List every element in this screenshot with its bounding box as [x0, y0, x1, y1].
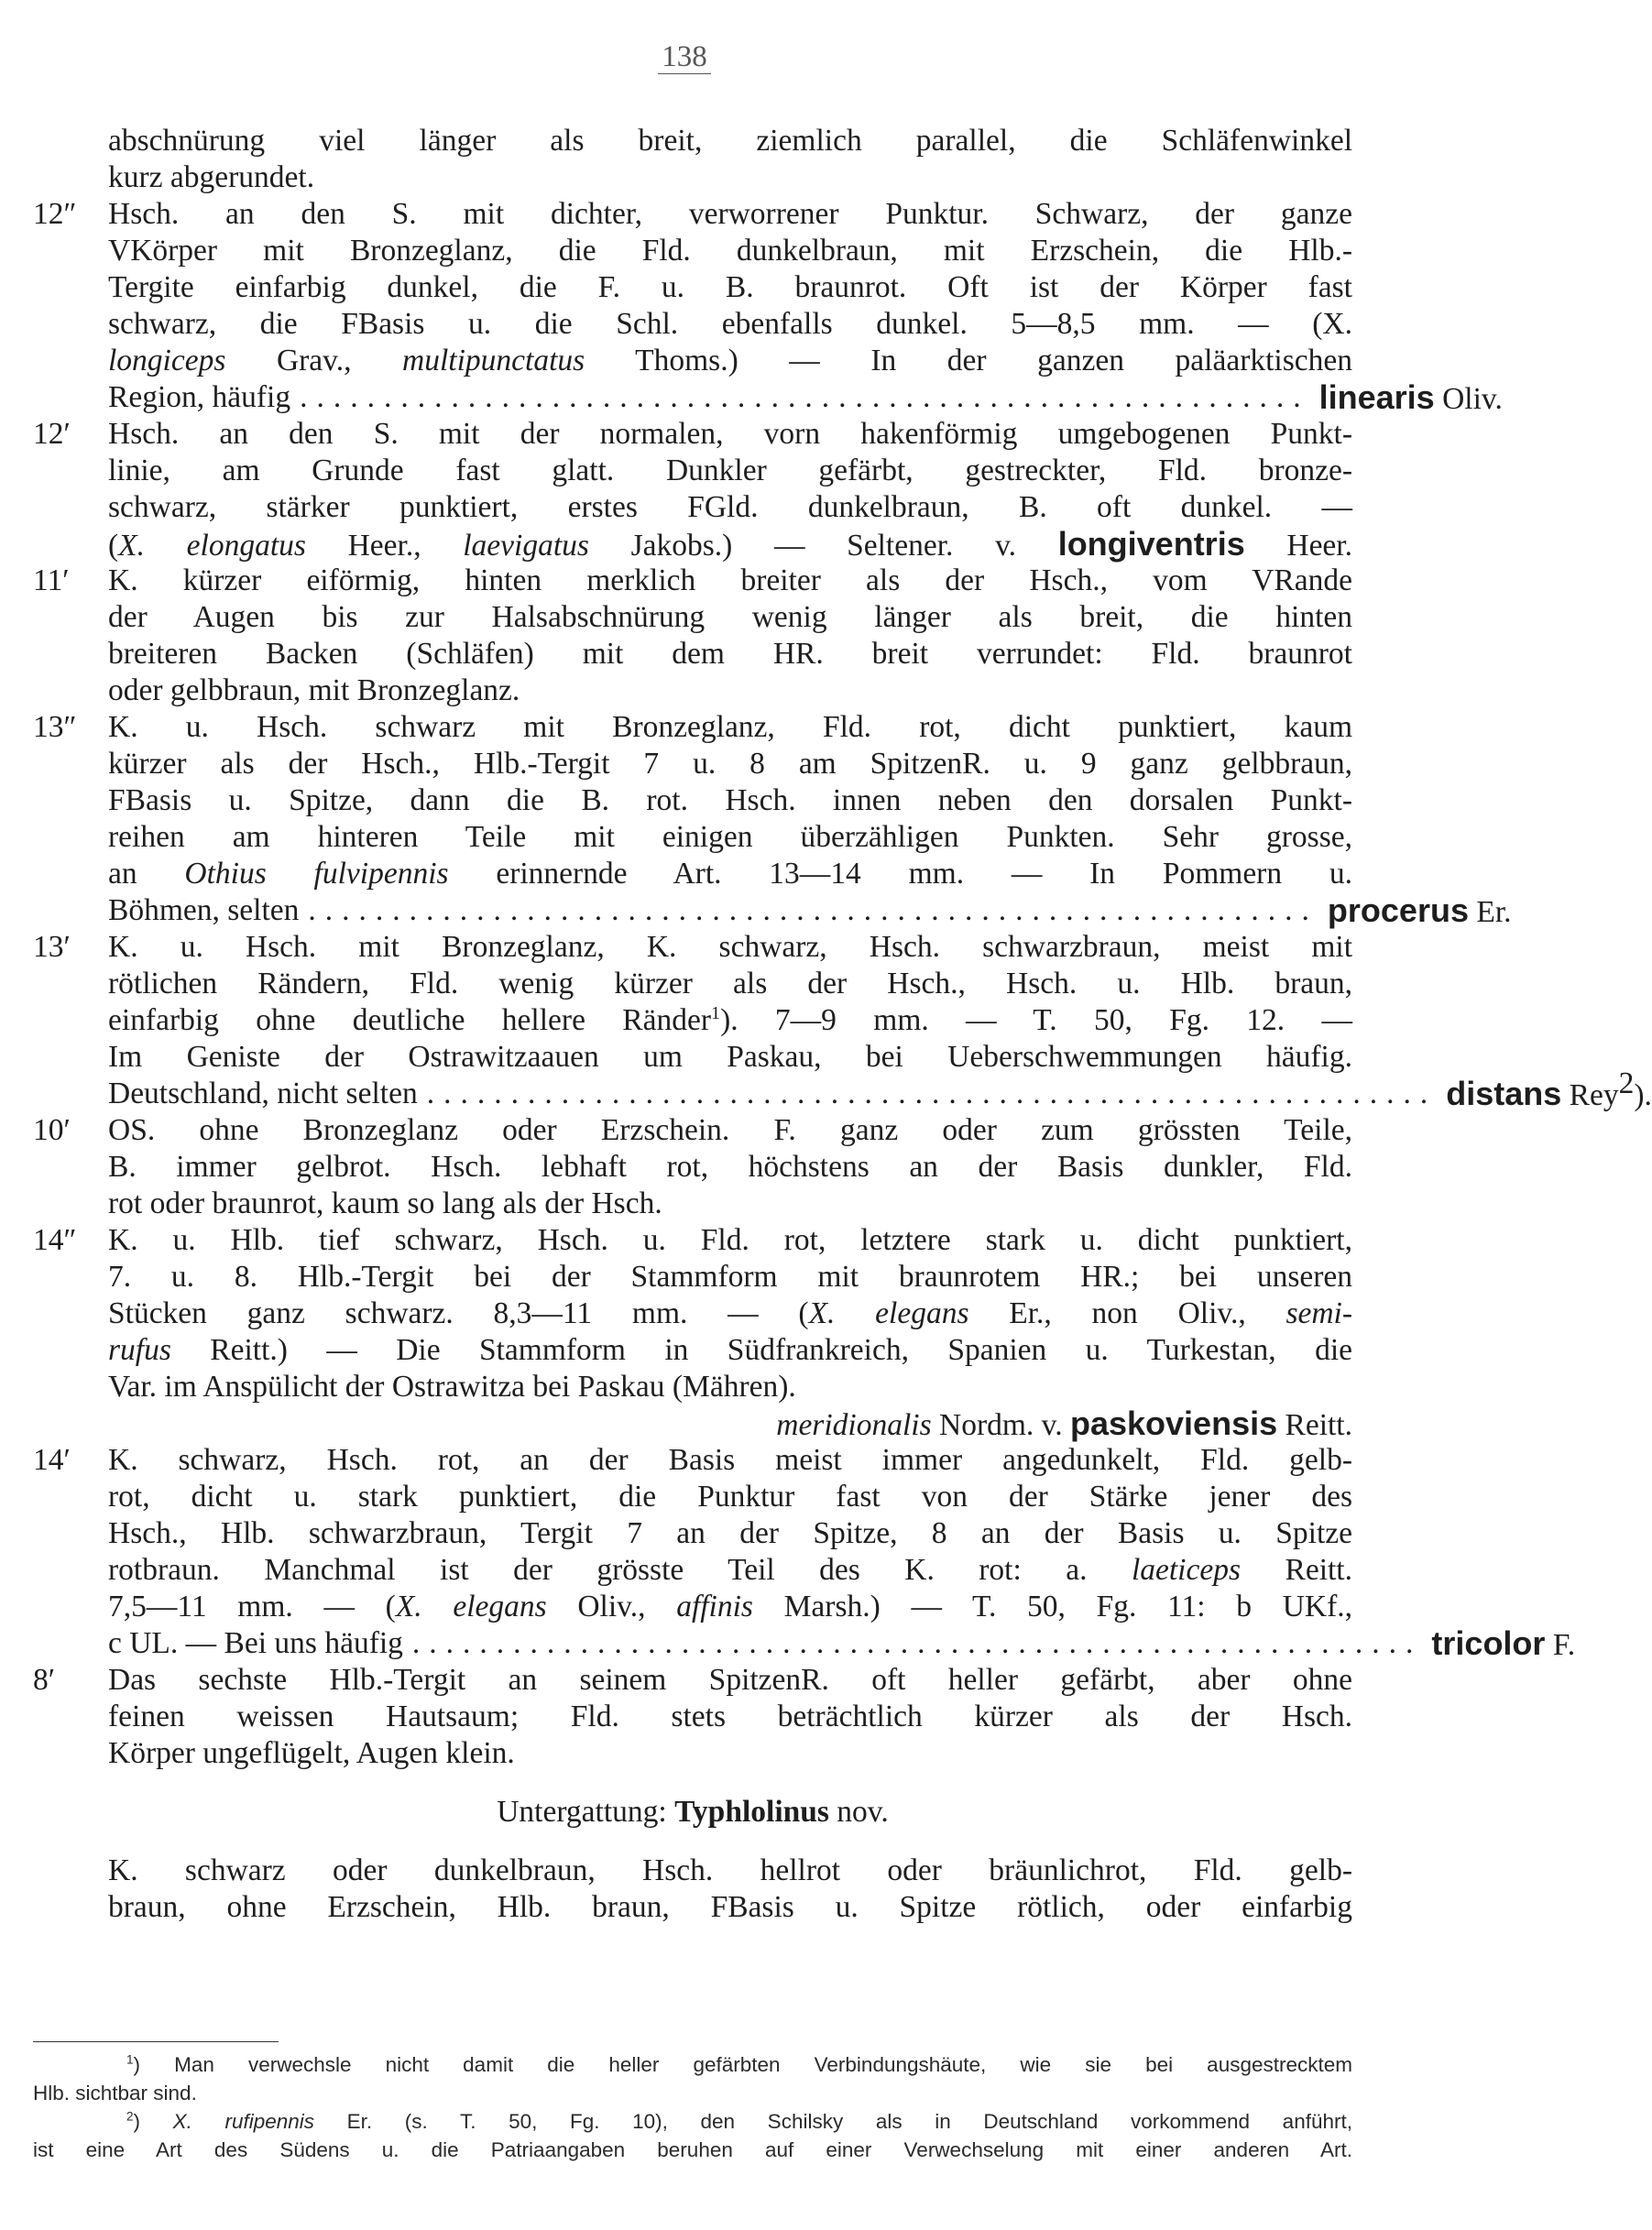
text-line	[108, 1039, 1352, 1076]
couplet-number: 8′	[33, 1663, 56, 1697]
species-epithet: longiventris	[1057, 525, 1245, 563]
text-run: Thoms.) — In der ganzen paläarktischen	[585, 344, 1352, 377]
text-run: Typhlolinus	[674, 1795, 829, 1829]
species-author: Reitt.	[1277, 1408, 1352, 1442]
taxon-name: semi-	[1285, 1296, 1353, 1330]
footnote-ref: 1	[711, 1002, 721, 1023]
footnotes	[33, 2050, 1352, 2164]
line-content: K. kürzer eiförmig, hinten merklich breiter als der Hsch., vom VRande	[108, 563, 1352, 597]
leader-dots: ............................................................	[300, 380, 1310, 414]
species-author: Rey	[1561, 1078, 1619, 1112]
text-line	[33, 1794, 1352, 1831]
line-content: K. u. Hsch. schwarz mit Bronzeglanz, Fld. rot, dicht punktiert, kaum	[108, 710, 1352, 744]
text-line	[108, 1149, 1352, 1186]
spacer	[33, 1831, 1352, 1853]
text-run: Er. (s. T. 50, Fg. 10), den Schilsky als in Deutschland vorkommend anführt,	[314, 2110, 1352, 2133]
text-run: erinnernde Art. 13—14 mm. — In Pommern u.	[448, 857, 1352, 891]
entry-lead-text: Böhmen, selten	[108, 893, 300, 927]
taxon-name: X. elegans	[395, 1590, 547, 1623]
species-author: Oliv.	[1434, 382, 1503, 416]
text-run: nov.	[828, 1795, 889, 1829]
text-line	[108, 966, 1352, 1002]
taxon-name: rufus	[108, 1333, 171, 1367]
footnote-line	[33, 2107, 1352, 2136]
species-epithet: procerus	[1327, 891, 1469, 929]
text-run: Heer.,	[305, 529, 464, 563]
text-run: Marsh.) — T. 50, Fg. 11: b UKf.,	[752, 1590, 1353, 1623]
line-content: Hsch. an den S. mit der normalen, vorn hakenförmig umgebogenen Punkt-	[108, 417, 1352, 451]
line-content: Hsch. an den S. mit dichter, verworrener Punktur. Schwarz, der ganze	[108, 197, 1352, 231]
text-line	[33, 1442, 1352, 1479]
page-number: 138	[0, 40, 1369, 74]
line-content	[33, 2082, 197, 2104]
species-epithet: linearis	[1318, 378, 1435, 416]
text-line	[108, 1479, 1352, 1515]
footnote	[33, 2107, 1352, 2164]
species-author: Heer.	[1244, 529, 1352, 563]
text-line	[108, 1589, 1352, 1625]
text-line	[108, 599, 1352, 636]
text-line	[108, 1552, 1352, 1589]
footnote-ref: 2	[1618, 1066, 1635, 1100]
couplet-number: 13′	[33, 930, 71, 964]
line-content: kürzer als der Hsch., Hlb.-Tergit 7 u. 8 am SpitzenR. u. 9 ganz gelbbraun,	[108, 747, 1352, 781]
species-epithet: tricolor	[1431, 1624, 1546, 1662]
line-content: K. u. Hlb. tief schwarz, Hsch. u. Fld. rot, letztere stark u. dicht punktiert,	[108, 1223, 1352, 1257]
line-content: linie, am Grunde fast glatt. Dunkler gefärbt, gestreckter, Fld. bronze-	[108, 454, 1352, 487]
line-content: VKörper mit Bronzeglanz, die Fld. dunkelbraun, mit Erzschein, die Hlb.-	[108, 234, 1352, 268]
text-run: Nordm. v.	[931, 1408, 1070, 1442]
line-content: FBasis u. Spitze, dann die B. rot. Hsch. innen neben den dorsalen Punkt-	[108, 783, 1352, 817]
text-line	[33, 1112, 1352, 1149]
text-run: Reitt.	[1241, 1553, 1352, 1587]
text-line	[108, 159, 1352, 196]
taxon-name: laeticeps	[1131, 1553, 1242, 1587]
species-author: Er.	[1468, 895, 1512, 929]
text-line	[108, 746, 1352, 782]
text-line	[108, 1853, 1352, 1889]
species-epithet: distans	[1446, 1075, 1562, 1112]
text-line	[33, 196, 1352, 233]
species-name	[1431, 1625, 1575, 1662]
text-line	[108, 1259, 1352, 1295]
text-run: (	[108, 529, 119, 563]
text-run: Stücken ganz schwarz. 8,3—11 mm. — (	[108, 1296, 809, 1330]
species-entry-line	[108, 378, 1503, 416]
line-content: rötlichen Rändern, Fld. wenig kürzer als der Hsch., Hsch. u. Hlb. braun,	[108, 967, 1352, 1000]
line-content	[108, 344, 1352, 377]
text-line	[108, 489, 1352, 526]
line-content: rot oder braunrot, kaum so lang als der Hsch.	[108, 1186, 662, 1220]
text-line	[108, 1515, 1352, 1552]
text-line	[33, 929, 1352, 966]
line-content	[108, 525, 1352, 563]
footnote	[33, 2050, 1352, 2107]
footnote-rule	[33, 2041, 279, 2042]
text-run: 7,5—11 mm. — (	[108, 1590, 396, 1623]
taxon-name: multipunctatus	[402, 344, 585, 377]
leader-dots: ............................................................	[308, 893, 1318, 927]
species-entry-line	[108, 891, 1512, 929]
footnote-line	[33, 2079, 1352, 2107]
text-line	[33, 563, 1352, 599]
line-content: B. immer gelbrot. Hsch. lebhaft rot, höchstens an der Basis dunkler, Fld.	[108, 1150, 1352, 1184]
leader-dots: ............................................................	[411, 1626, 1423, 1660]
text-line	[108, 1332, 1352, 1369]
text-line	[108, 269, 1352, 306]
spacer	[33, 1772, 1352, 1794]
footnote-line	[33, 2050, 1352, 2079]
line-content	[126, 2110, 1352, 2133]
text-line	[108, 453, 1352, 489]
text-run: Oliv.,	[546, 1590, 677, 1623]
footnote-line	[33, 2136, 1352, 2164]
line-content	[33, 2138, 1352, 2161]
species-entry-line	[108, 1066, 1652, 1112]
footnote-ref: 1	[126, 2052, 134, 2067]
line-content: braun, ohne Erzschein, Hlb. braun, FBasis u. Spitze rötlich, oder einfarbig	[108, 1890, 1352, 1924]
text-line	[108, 636, 1352, 672]
text-line	[108, 672, 1352, 709]
text-line	[108, 1369, 1352, 1405]
line-content: reihen am hinteren Teile mit einigen überzähligen Punkten. Sehr grosse,	[108, 820, 1352, 854]
line-content: Körper ungeflügelt, Augen klein.	[108, 1736, 515, 1770]
leader-dots: ............................................................	[426, 1077, 1438, 1110]
footnote-ref: 2	[126, 2109, 134, 2124]
text-line	[108, 306, 1352, 343]
text-run: rotbraun. Manchmal ist der grösste Teil des K. rot: a.	[108, 1553, 1132, 1587]
text-line	[108, 1405, 1352, 1442]
species-entry-line	[108, 1624, 1576, 1662]
text-line	[108, 123, 1352, 159]
taxon-name: laevigatus	[463, 529, 589, 563]
taxon-name: meridionalis	[776, 1408, 932, 1442]
text-run: ).	[1634, 1078, 1652, 1112]
line-content: Das sechste Hlb.-Tergit an seinem SpitzenR. oft heller gefärbt, aber ohne	[108, 1663, 1352, 1697]
line-content: Hsch., Hlb. schwarzbraun, Tergit 7 an der Spitze, 8 an der Basis u. Spitze	[108, 1516, 1352, 1550]
species-author: F.	[1545, 1628, 1576, 1662]
line-content: breiteren Backen (Schläfen) mit dem HR. breit verrundet: Fld. braunrot	[108, 637, 1352, 671]
entry-lead-text: c UL. — Bei uns häufig	[108, 1626, 403, 1660]
text-line	[108, 1002, 1352, 1039]
text-run: )	[133, 2110, 173, 2133]
text-line	[108, 1699, 1352, 1735]
text-run: einfarbig ohne deutliche hellere Ränder	[108, 1003, 712, 1037]
couplet-number: 12″	[33, 197, 77, 231]
text-line	[33, 416, 1352, 453]
species-name	[1446, 1066, 1652, 1112]
text-run: Untergattung:	[497, 1795, 675, 1829]
couplet-number: 10′	[33, 1113, 71, 1147]
text-run: Jakobs.) — Seltener. v.	[588, 529, 1058, 563]
line-content	[108, 1003, 1352, 1037]
line-content: der Augen bis zur Halsabschnürung wenig länger als breit, die hinten	[108, 600, 1352, 634]
line-content: abschnürung viel länger als breit, ziemlich parallel, die Schläfenwinkel	[108, 124, 1352, 158]
line-content	[126, 2053, 1352, 2076]
species-name	[1328, 892, 1512, 929]
text-line	[108, 1735, 1352, 1772]
species-epithet: paskoviensis	[1069, 1405, 1278, 1442]
text-line	[108, 856, 1352, 892]
couplet-number: 14″	[33, 1223, 77, 1257]
text-run: ist eine Art des Südens u. die Patriaangaben beruhen auf einer Verwechselung mit einer anderen Art.	[33, 2138, 1352, 2161]
line-content: 7. u. 8. Hlb.-Tergit bei der Stammform mit braunrotem HR.; bei unseren	[108, 1260, 1352, 1294]
text-run: Reitt.) — Die Stammform in Südfrankreich, Spanien u. Turkestan, die	[170, 1333, 1352, 1367]
line-content: K. schwarz oder dunkelbraun, Hsch. hellrot oder bräunlichrot, Fld. gelb-	[108, 1853, 1352, 1887]
line-content	[497, 1795, 889, 1829]
taxon-name: X. elegans	[808, 1296, 969, 1330]
text-line	[33, 1222, 1352, 1259]
taxon-name: Othius fulvipennis	[184, 857, 449, 891]
text-line	[108, 1295, 1352, 1332]
text-run: ) Man verwechsle nicht damit die heller gefärbten Verbindungshäute, wie sie bei ausgestrecktem	[133, 2053, 1352, 2076]
text-line	[33, 709, 1352, 746]
line-content: K. u. Hsch. mit Bronzeglanz, K. schwarz, Hsch. schwarzbraun, meist mit	[108, 930, 1352, 964]
text-run: ). 7—9 mm. — T. 50, Fg. 12. —	[720, 1003, 1352, 1037]
text-line	[33, 1662, 1352, 1699]
line-content: Var. im Anspülicht der Ostrawitza bei Paskau (Mähren).	[108, 1370, 796, 1404]
entry-lead-text: Deutschland, nicht selten	[108, 1077, 418, 1110]
line-content: schwarz, stärker punktiert, erstes FGld. dunkelbraun, B. oft dunkel. —	[108, 490, 1352, 524]
entry-lead-text: Region, häufig	[108, 380, 291, 414]
line-content: schwarz, die FBasis u. die Schl. ebenfalls dunkel. 5—8,5 mm. — (X.	[108, 307, 1352, 341]
line-content	[108, 1296, 1352, 1330]
couplet-number: 12′	[33, 417, 71, 451]
text-line	[108, 526, 1352, 563]
body-text	[33, 123, 1652, 1926]
couplet-number: 13″	[33, 710, 77, 744]
line-content	[108, 857, 1352, 891]
text-run: Grav.,	[225, 344, 403, 377]
line-content	[108, 1333, 1352, 1367]
text-line	[108, 343, 1352, 379]
taxon-name: affinis	[676, 1590, 753, 1623]
line-content: oder gelbbraun, mit Bronzeglanz.	[108, 673, 520, 707]
species-name	[1319, 379, 1503, 416]
couplet-number: 14′	[33, 1443, 71, 1477]
text-run: an	[108, 857, 185, 891]
line-content	[776, 1405, 1352, 1442]
line-content: rot, dicht u. stark punktiert, die Punktur fast von der Stärke jener des	[108, 1480, 1352, 1514]
taxon-name: longiceps	[108, 344, 226, 377]
text-run: Hlb. sichtbar sind.	[33, 2082, 197, 2104]
line-content: Im Geniste der Ostrawitzaauen um Paskau, bei Ueberschwemmungen häufig.	[108, 1040, 1352, 1074]
line-content: K. schwarz, Hsch. rot, an der Basis meist immer angedunkelt, Fld. gelb-	[108, 1443, 1352, 1477]
taxon-name: X. rufipennis	[172, 2110, 315, 2133]
text-line	[108, 819, 1352, 856]
line-content	[108, 1553, 1352, 1587]
line-content	[108, 1590, 1352, 1623]
couplet-number: 11′	[33, 563, 70, 597]
text-run: Er., non Oliv.,	[968, 1296, 1286, 1330]
line-content: feinen weissen Hautsaum; Fld. stets beträchtlich kürzer als der Hsch.	[108, 1700, 1352, 1733]
text-line	[108, 782, 1352, 819]
text-line	[108, 1889, 1352, 1926]
line-content: kurz abgerundet.	[108, 160, 315, 194]
line-content: Tergite einfarbig dunkel, die F. u. B. braunrot. Oft ist der Körper fast	[108, 270, 1352, 304]
text-line	[108, 1186, 1352, 1222]
text-line	[108, 233, 1352, 269]
line-content: OS. ohne Bronzeglanz oder Erzschein. F. ganz oder zum grössten Teile,	[108, 1113, 1352, 1147]
taxon-name: X. elongatus	[118, 529, 306, 563]
